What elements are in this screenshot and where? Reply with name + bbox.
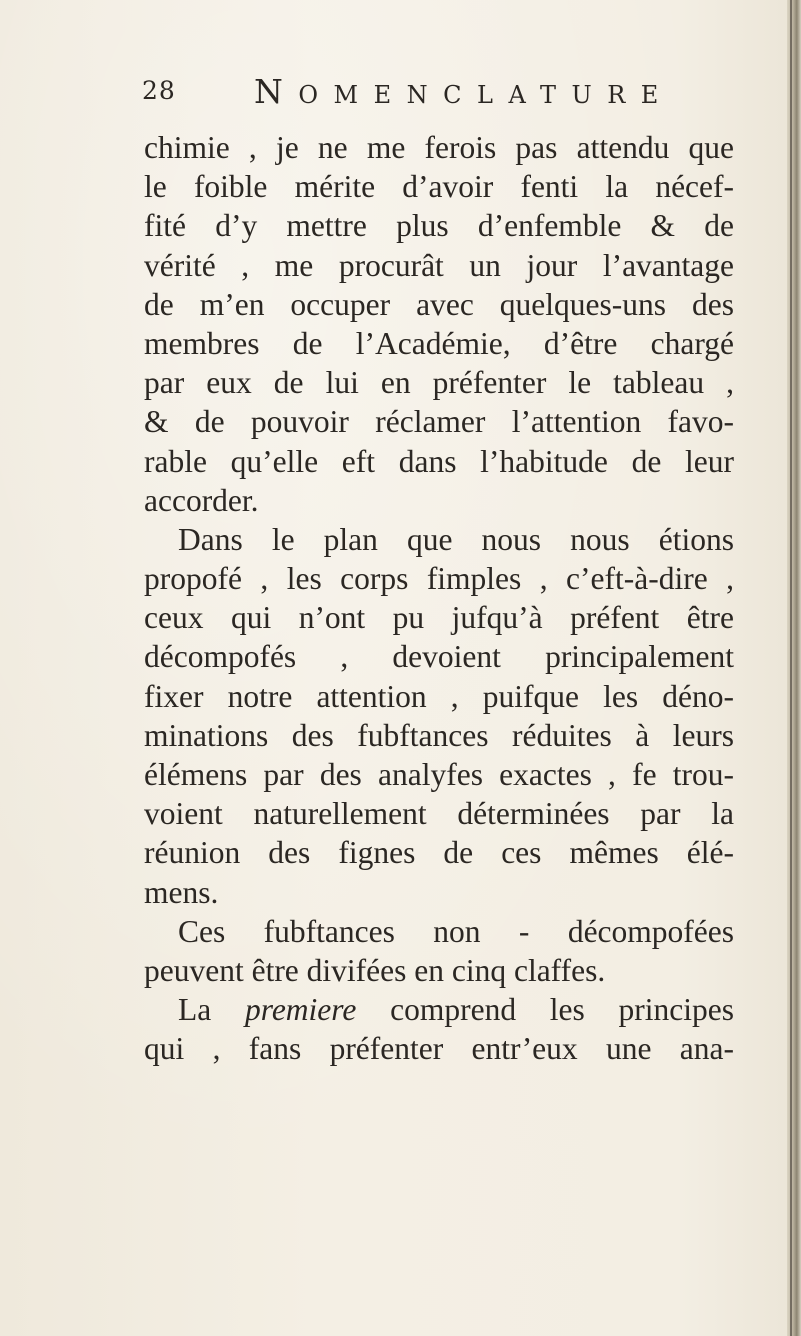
running-title bbox=[254, 72, 674, 111]
text-line-paragraph-start: Ces fubftances non - décompofées bbox=[178, 913, 734, 949]
text-line: ceux qui n’ont pu jufqu’à préfent être bbox=[144, 600, 734, 636]
italic-word: premiere bbox=[244, 992, 357, 1028]
text-line: élémens par des analyfes exactes , fe trou- bbox=[144, 757, 734, 792]
text-line: le foible mérite d’avoir fenti la nécef- bbox=[144, 169, 734, 205]
text-line: vérité , me procurât un jour l’avantage bbox=[144, 247, 734, 283]
text-run: La bbox=[178, 992, 212, 1028]
text-line: & de pouvoir réclamer l’attention favo- bbox=[144, 404, 734, 440]
text-line: qui , fans préfenter entr’eux une ana- bbox=[144, 1031, 734, 1067]
text-line: minations des fubftances réduites à leurs bbox=[144, 717, 734, 753]
text-line: chimie , je ne me ferois pas attendu que bbox=[144, 130, 734, 165]
binding-shadow-line bbox=[790, 0, 792, 1336]
running-header bbox=[142, 72, 702, 112]
text-run: comprend les principes bbox=[390, 992, 735, 1028]
body-text bbox=[144, 128, 734, 1069]
text-line-paragraph-start: Dans le plan que nous nous étions bbox=[178, 521, 734, 557]
text-line: membres de l’Académie, d’être chargé bbox=[144, 325, 734, 361]
text-line: propofé , les corps fimples , c’eft-à-dire , bbox=[144, 561, 734, 597]
text-line-paragraph-end: accorder. bbox=[144, 482, 259, 518]
page-number: 28 bbox=[142, 76, 176, 105]
text-line: fité d’y mettre plus d’enfemble & de bbox=[144, 208, 734, 244]
text-line: décompofés , devoient principalement bbox=[144, 639, 734, 675]
running-title-initial: N bbox=[254, 72, 299, 111]
running-title-rest: OMENCLATURE bbox=[298, 81, 674, 109]
text-line-paragraph-end: mens. bbox=[144, 874, 219, 910]
text-line: voient naturellement déterminées par la bbox=[144, 796, 734, 832]
text-line: par eux de lui en préfenter le tableau , bbox=[144, 365, 734, 401]
text-line: de m’en occuper avec quelques-uns des bbox=[144, 286, 734, 322]
text-line: réunion des fignes de ces mêmes élé- bbox=[144, 835, 734, 871]
text-line: fixer notre attention , puifque les déno- bbox=[144, 678, 734, 714]
text-line-paragraph-start bbox=[144, 990, 734, 1029]
text-line-paragraph-end: peuvent être divifées en cinq claffes. bbox=[144, 952, 606, 988]
text-line: rable qu’elle eft dans l’habitude de leur bbox=[144, 443, 734, 479]
